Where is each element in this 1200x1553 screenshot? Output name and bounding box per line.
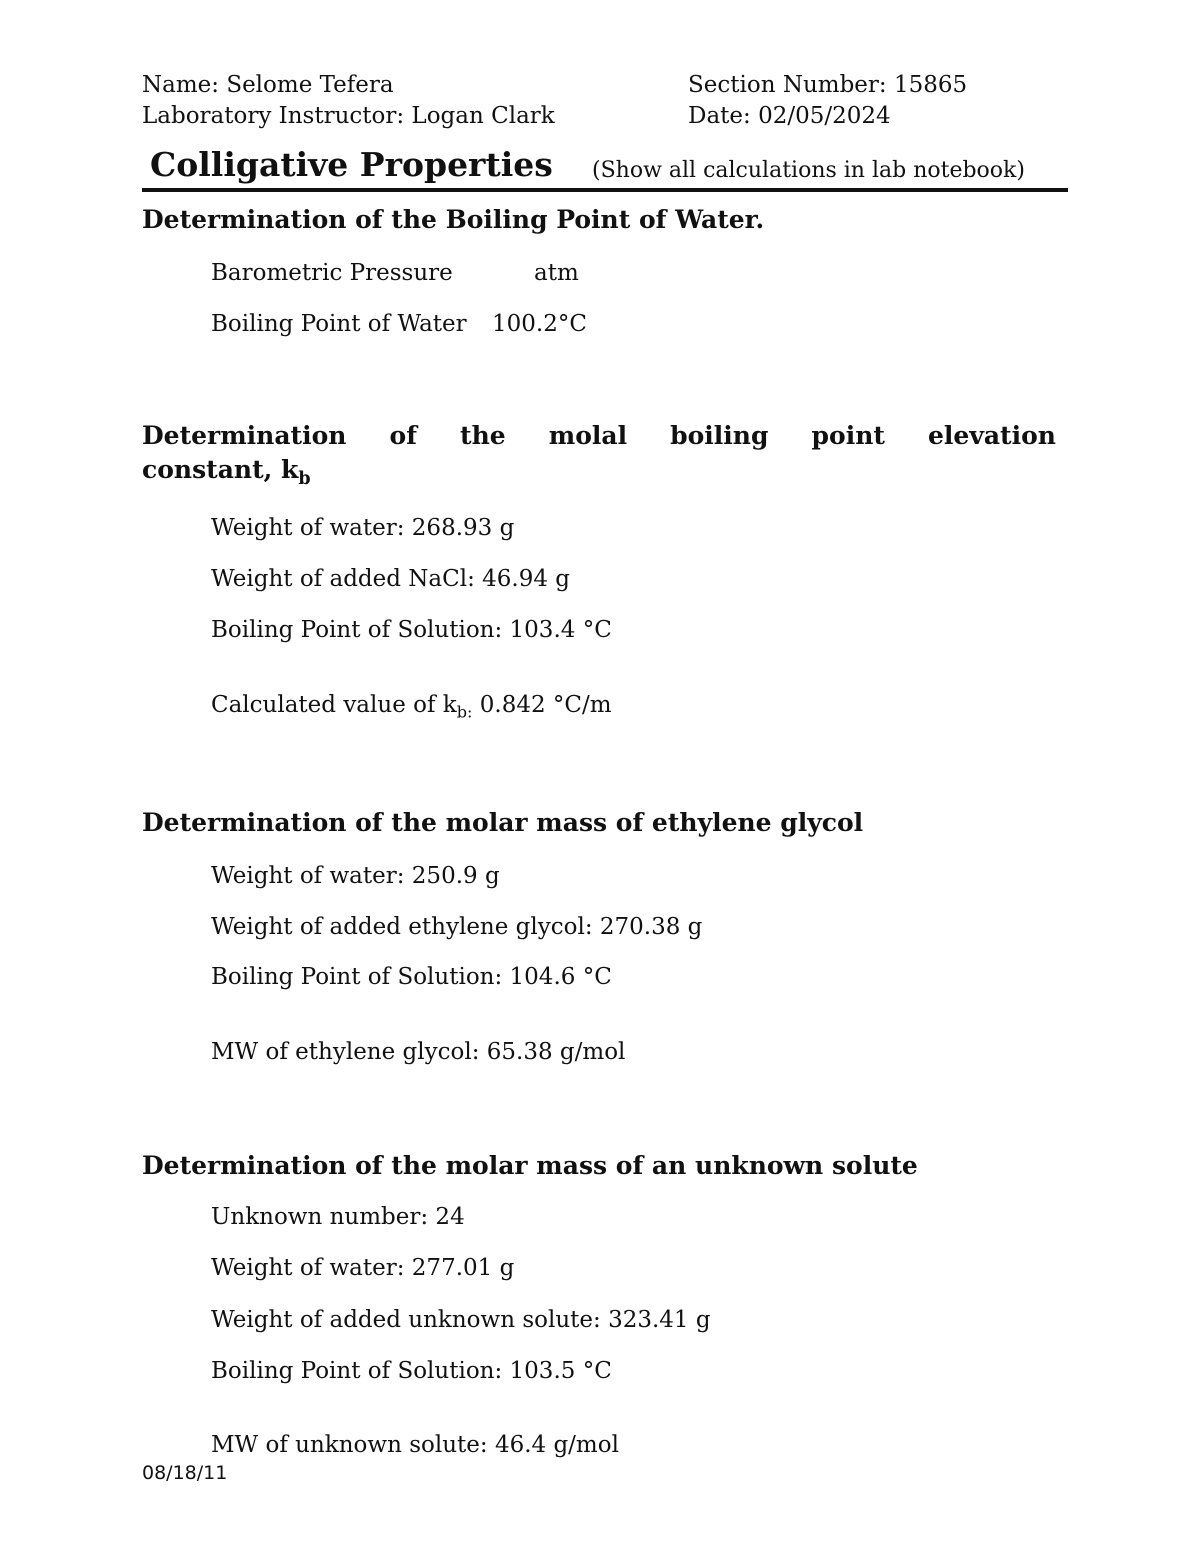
heading-text: constant, k <box>142 455 299 484</box>
section-heading-kb-line2 <box>142 455 311 489</box>
heading-word: of <box>389 421 417 450</box>
kb-weight-water: Weight of water: 268.93 g <box>211 515 515 541</box>
glycol-weight-water: Weight of water: 250.9 g <box>211 863 500 889</box>
barometric-pressure-label: Barometric Pressure <box>211 260 453 286</box>
unknown-molar-mass: MW of unknown solute: 46.4 g/mol <box>211 1432 619 1458</box>
heading-word: Determination <box>142 421 347 450</box>
kb-calc-subscript: b: <box>456 702 473 722</box>
heading-word: the <box>460 421 506 450</box>
unknown-weight-solute: Weight of added unknown solute: 323.41 g <box>211 1307 711 1333</box>
page-title: Colligative Properties <box>150 145 553 184</box>
unknown-boiling-point-solution: Boiling Point of Solution: 103.5 °C <box>211 1358 612 1384</box>
kb-weight-nacl: Weight of added NaCl: 46.94 g <box>211 566 571 592</box>
student-name: Name: Selome Tefera <box>142 72 394 98</box>
section-heading-boiling-point-water: Determination of the Boiling Point of Water. <box>142 205 765 234</box>
lab-instructor: Laboratory Instructor: Logan Clark <box>142 103 555 129</box>
heading-word: elevation <box>928 421 1056 450</box>
water-boiling-point-value: 100.2°C <box>492 311 587 337</box>
kb-boiling-point-solution: Boiling Point of Solution: 103.4 °C <box>211 617 612 643</box>
water-boiling-point-label: Boiling Point of Water <box>211 311 467 337</box>
glycol-weight-added: Weight of added ethylene glycol: 270.38 g <box>211 914 703 940</box>
section-heading-unknown-solute: Determination of the molar mass of an unknown solute <box>142 1151 918 1180</box>
barometric-pressure-unit: atm <box>534 260 579 286</box>
kb-calculated-value <box>211 692 612 722</box>
kb-calc-label: Calculated value of k <box>211 692 457 718</box>
glycol-boiling-point-solution: Boiling Point of Solution: 104.6 °C <box>211 964 612 990</box>
section-number: Section Number: 15865 <box>688 72 968 98</box>
heading-word: molal <box>548 421 628 450</box>
section-heading-ethylene-glycol: Determination of the molar mass of ethylene glycol <box>142 808 864 837</box>
title-note: (Show all calculations in lab notebook) <box>592 158 1025 183</box>
kb-subscript: b <box>298 469 311 489</box>
heading-word: boiling <box>670 421 769 450</box>
section-heading-kb-line1 <box>142 421 1056 450</box>
heading-word: point <box>811 421 885 450</box>
unknown-number: Unknown number: 24 <box>211 1204 465 1230</box>
footer-date: 08/18/11 <box>142 1462 228 1484</box>
kb-calc-value: 0.842 °C/m <box>472 692 612 718</box>
unknown-weight-water: Weight of water: 277.01 g <box>211 1255 515 1281</box>
glycol-molar-mass: MW of ethylene glycol: 65.38 g/mol <box>211 1039 626 1065</box>
title-bar <box>142 142 1068 192</box>
report-date: Date: 02/05/2024 <box>688 103 891 129</box>
